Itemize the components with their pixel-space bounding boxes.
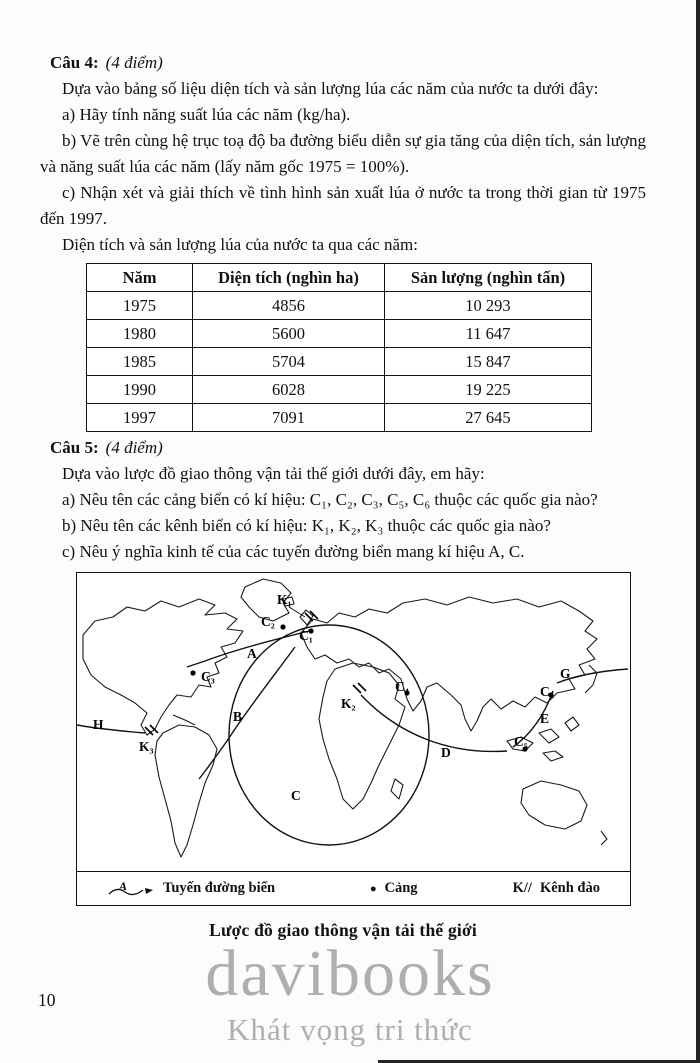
column-header-output: Sản lượng (nghìn tấn) xyxy=(384,264,591,292)
canal-symbol-icon: K// xyxy=(512,880,532,896)
question5-points: (4 điểm) xyxy=(105,438,163,457)
map-label-c2: C₂ xyxy=(261,614,275,629)
page-content xyxy=(40,48,646,941)
legend-item-route xyxy=(107,880,275,898)
question4-heading xyxy=(50,50,646,76)
table-cell: 5704 xyxy=(193,348,385,376)
table-cell: 5600 xyxy=(193,320,385,348)
map-label-c6: C₆ xyxy=(540,684,554,699)
table-cell: 27 645 xyxy=(384,404,591,432)
table-cell: 10 293 xyxy=(384,292,591,320)
map-legend xyxy=(77,871,630,905)
page-number: 10 xyxy=(38,990,56,1010)
question4-item-b: b) Vẽ trên cùng hệ trục toạ độ ba đường biểu diễn sự gia tăng của diện tích, sản lượng và năng suất lúa các năm (lấy năm gốc 1975 = 100%). xyxy=(40,131,646,176)
map-label-k2: K₂ xyxy=(341,696,356,711)
table-cell: 1997 xyxy=(87,404,193,432)
question5-item-a: a) Nêu tên các cảng biển có kí hiệu: C₁, C₂, C₃, C₅, C₆ thuộc các quốc gia nào? xyxy=(62,490,598,509)
map-label-a: A xyxy=(247,646,257,661)
table-row xyxy=(87,292,592,320)
table-cell: 1980 xyxy=(87,320,193,348)
column-header-area: Diện tích (nghìn ha) xyxy=(193,264,385,292)
legend-route-label: Tuyến đường biển xyxy=(163,880,276,896)
table-cell: 7091 xyxy=(193,404,385,432)
question5-label: Câu 5: xyxy=(50,438,99,457)
table-cell: 1975 xyxy=(87,292,193,320)
map-label-c1: C₁ xyxy=(299,628,313,643)
question4-table-intro: Diện tích và sản lượng lúa của nước ta qua các năm: xyxy=(62,235,418,254)
table-cell: 1985 xyxy=(87,348,193,376)
port-dot-icon: • xyxy=(370,878,377,899)
table-header-row xyxy=(87,264,592,292)
legend-item-canal xyxy=(513,880,600,897)
svg-text:A: A xyxy=(119,879,128,893)
question5-heading xyxy=(50,435,646,461)
map-label-d: D xyxy=(441,745,451,760)
table-header xyxy=(87,264,592,292)
question4-item-c: c) Nhận xét và giải thích về tình hình sản xuất lúa ở nước ta trong thời gian từ 1975 đến 1997. xyxy=(40,183,646,228)
question4-points: (4 điểm) xyxy=(105,53,163,72)
map-label-h: H xyxy=(93,717,104,732)
map-label-e: E xyxy=(540,711,550,726)
rice-statistics-table xyxy=(86,263,592,432)
watermark-slogan: Khát vọng tri thức xyxy=(227,1012,473,1047)
rice-table-body xyxy=(87,292,592,432)
map-label-c4: C₄ xyxy=(395,679,409,694)
map-caption: Lược đồ giao thông vận tải thế giới xyxy=(209,920,477,940)
map-label-k3: K₃ xyxy=(139,739,154,754)
table-cell: 4856 xyxy=(193,292,385,320)
map-label-c: C xyxy=(291,788,301,803)
question4-item-a: a) Hãy tính năng suất lúa các năm (kg/ha). xyxy=(62,105,351,124)
world-transport-map-figure xyxy=(76,572,631,906)
map-label-b: B xyxy=(233,709,243,724)
question4-intro: Dựa vào bảng số liệu diện tích và sản lượng lúa các năm của nước ta dưới đây: xyxy=(62,79,599,98)
table-cell: 1990 xyxy=(87,376,193,404)
legend-canal-label: Kênh đào xyxy=(539,880,600,896)
scan-edge-right xyxy=(696,0,700,1063)
table-row xyxy=(87,404,592,432)
table-row xyxy=(87,376,592,404)
table-cell: 15 847 xyxy=(384,348,591,376)
column-header-year: Năm xyxy=(87,264,193,292)
question5-item-b: b) Nêu tên các kênh biển có kí hiệu: K₁, K₂, K₃ thuộc các quốc gia nào? xyxy=(62,516,551,535)
map-label-c5: C₅ xyxy=(514,734,528,749)
question5-intro: Dựa vào lược đồ giao thông vận tải thế giới dưới đây, em hãy: xyxy=(62,464,485,483)
question5-item-c: c) Nêu ý nghĩa kinh tế của các tuyến đường biển mang kí hiệu A, C. xyxy=(62,542,525,561)
table-cell: 6028 xyxy=(193,376,385,404)
map-area xyxy=(77,573,630,871)
map-label-g: G xyxy=(560,666,571,681)
legend-item-port xyxy=(370,880,417,897)
map-label-k1: K₁ xyxy=(277,592,292,607)
table-row xyxy=(87,320,592,348)
route-line-symbol-icon xyxy=(107,880,155,898)
table-row xyxy=(87,348,592,376)
watermark-davibooks: davibooks xyxy=(205,937,495,1010)
map-label-c3: C₃ xyxy=(201,669,215,684)
legend-port-label: Cảng xyxy=(384,880,418,896)
table-cell: 19 225 xyxy=(384,376,591,404)
question4-label: Câu 4: xyxy=(50,53,99,72)
table-cell: 11 647 xyxy=(384,320,591,348)
